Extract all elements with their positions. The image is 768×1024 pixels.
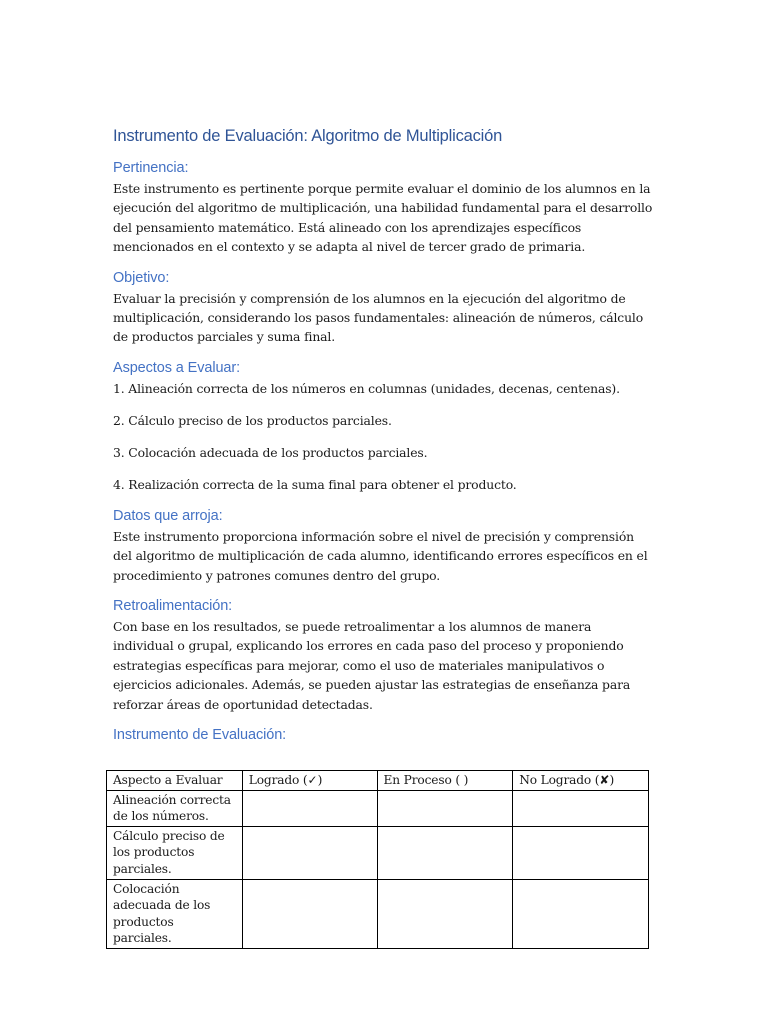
- row-en-proceso-cell[interactable]: [377, 879, 513, 948]
- instrumento-heading: Instrumento de Evaluación:: [113, 727, 287, 744]
- row-no-logrado-cell[interactable]: [513, 879, 649, 948]
- objetivo-text: Evaluar la precisión y comprensión de los alumnos en la ejecución del algoritmo de multiplicación, considerando los pasos fundamentales: alineación de números, cálculo de productos parciales y suma final.: [113, 290, 644, 345]
- row-en-proceso-cell[interactable]: [377, 790, 513, 826]
- table-row: [107, 879, 649, 948]
- pertinencia-text: Este instrumento es pertinente porque permite evaluar el dominio de los alumnos en la ejecución del algoritmo de multiplicación, una habilidad fundamental para el desarrollo del pensamiento matemático. Está alineado con los aprendizajes específicos mencionados en el contexto y se adapta al nivel de tercer grado de primaria.: [113, 181, 653, 255]
- row-aspecto-cell: Cálculo preciso de los productos parciales.: [107, 826, 243, 879]
- pertinencia-heading: Pertinencia:: [113, 160, 189, 176]
- column-header-en-proceso: En Proceso ( ): [377, 771, 513, 791]
- aspecto-item-3: 3. Colocación adecuada de los productos parciales.: [113, 444, 428, 460]
- datos-text: Este instrumento proporciona información sobre el nivel de precisión y comprensión del algoritmo de multiplicación de cada alumno, identificando errores específicos en el procedimiento y patrones comunes dentro del grupo.: [113, 528, 648, 583]
- retroalimentacion-heading: Retroalimentación:: [113, 598, 233, 615]
- aspecto-item-2: 2. Cálculo preciso de los productos parciales.: [113, 412, 392, 428]
- document-body: [113, 126, 653, 746]
- retroalimentacion-text: Con base en los resultados, se puede retroalimentar a los alumnos de manera individual o grupal, explicando los errores en cada paso del proceso y proponiendo estrategias específicas para mejorar, como el uso de materiales manipulativos o ejercicios adicionales. Además, se pueden ajustar las estrategias de enseñanza para reforzar áreas de oportunidad detectadas.: [113, 619, 631, 712]
- evaluation-table: [106, 770, 649, 949]
- row-logrado-cell[interactable]: [242, 826, 377, 879]
- row-no-logrado-cell[interactable]: [513, 826, 649, 879]
- aspectos-heading: Aspectos a Evaluar:: [113, 359, 241, 376]
- aspecto-item-1: 1. Alineación correcta de los números en columnas (unidades, decenas, centenas).: [113, 380, 620, 396]
- objetivo-heading: Objetivo:: [113, 269, 170, 286]
- aspecto-item-4: 4. Realización correcta de la suma final para obtener el producto.: [113, 476, 517, 492]
- row-no-logrado-cell[interactable]: [513, 790, 649, 826]
- column-header-no-logrado: No Logrado (✘): [513, 771, 649, 791]
- row-aspecto-cell: Colocación adecuada de los productos parciales.: [107, 879, 243, 948]
- document-title: Instrumento de Evaluación: Algoritmo de Multiplicación: [113, 127, 503, 145]
- table-row: [107, 826, 649, 879]
- row-logrado-cell[interactable]: [242, 790, 377, 826]
- row-en-proceso-cell[interactable]: [377, 826, 513, 879]
- column-header-logrado: Logrado (✓): [242, 771, 377, 791]
- datos-heading: Datos que arroja:: [113, 507, 223, 524]
- table-row: [107, 790, 649, 826]
- column-header-aspecto: Aspecto a Evaluar: [107, 771, 243, 791]
- table-header-row: [107, 771, 649, 791]
- row-logrado-cell[interactable]: [242, 879, 377, 948]
- row-aspecto-cell: Alineación correcta de los números.: [107, 790, 243, 826]
